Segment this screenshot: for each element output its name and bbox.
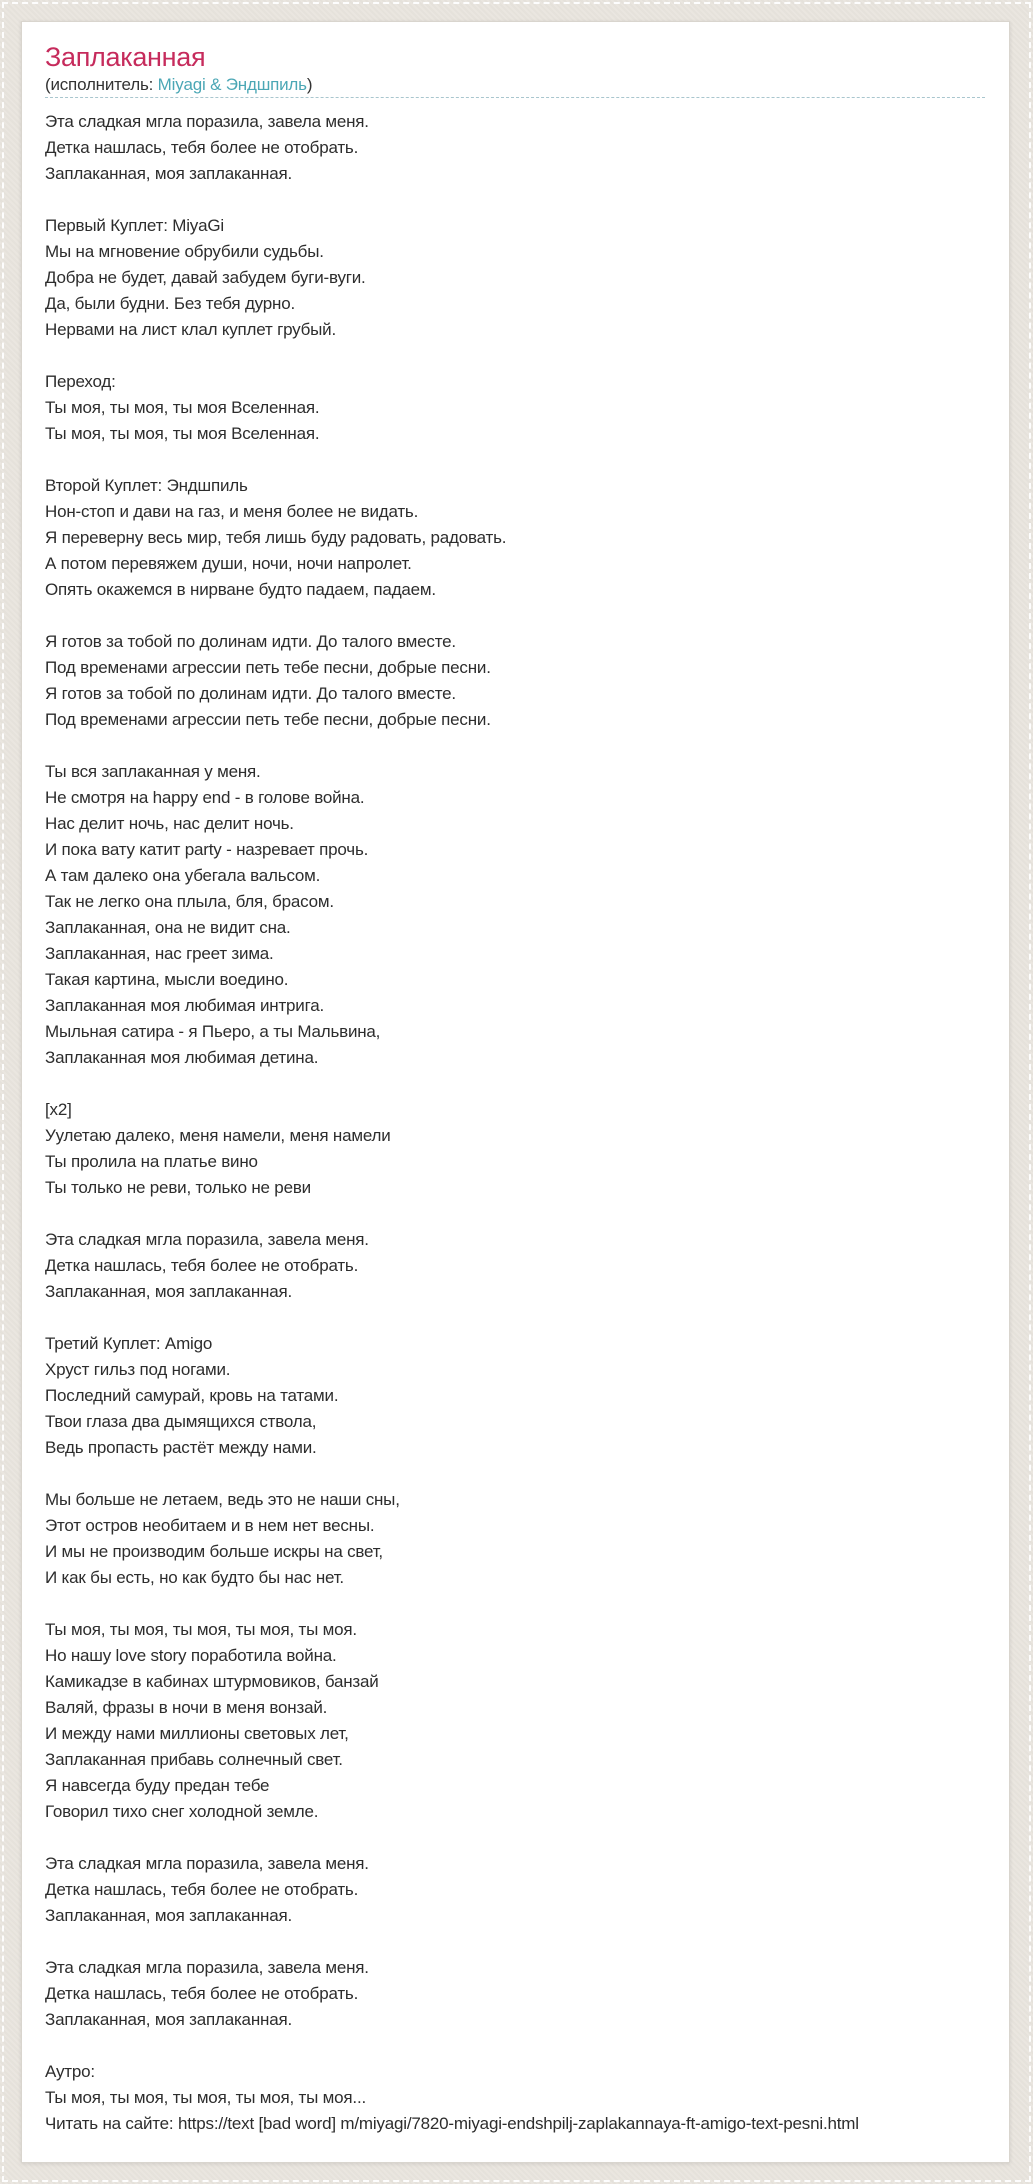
lyric-line: Первый Куплет: MiyaGi bbox=[45, 216, 224, 235]
lyric-line: Ты только не реви, только не реви bbox=[45, 1178, 311, 1197]
lyric-line: Заплаканная моя любимая детина. bbox=[45, 1048, 319, 1067]
lyric-line: Заплаканная, моя заплаканная. bbox=[45, 1282, 292, 1301]
lyric-line: Заплаканная прибавь солнечный свет. bbox=[45, 1750, 343, 1769]
lyric-line: И между нами миллионы световых лет, bbox=[45, 1724, 349, 1743]
lyric-line: Заплаканная, нас греет зима. bbox=[45, 944, 274, 963]
lyrics-stanza bbox=[45, 759, 985, 1071]
lyric-line: Такая картина, мысли воедино. bbox=[45, 970, 289, 989]
lyric-line: Эта сладкая мгла поразила, завела меня. bbox=[45, 1958, 369, 1977]
lyric-line: Камикадзе в кабинах штурмовиков, банзай bbox=[45, 1672, 379, 1691]
lyrics-stanza bbox=[45, 1617, 985, 1825]
lyrics-stanza bbox=[45, 473, 985, 603]
lyrics-stanza bbox=[45, 109, 985, 187]
lyric-line: Говорил тихо снег холодной земле. bbox=[45, 1802, 319, 1821]
lyric-line: Третий Куплет: Amigo bbox=[45, 1334, 213, 1353]
lyrics-stanza bbox=[45, 369, 985, 447]
read-on-site-note: Читать на сайте: https://text [bad word] m/miyagi/7820-miyagi-endshpilj-zaplakannaya-ft-amigo-text-pesni.html bbox=[45, 2114, 859, 2133]
lyric-line: Мы на мгновение обрубили судьбы. bbox=[45, 242, 324, 261]
lyric-line: А потом перевяжем души, ночи, ночи напролет. bbox=[45, 554, 412, 573]
lyric-line: Детка нашлась, тебя более не отобрать. bbox=[45, 138, 359, 157]
lyric-line: Под временами агрессии петь тебе песни, добрые песни. bbox=[45, 658, 491, 677]
lyric-line: Заплаканная, моя заплаканная. bbox=[45, 164, 292, 183]
song-title: Заплаканная bbox=[45, 42, 206, 72]
lyric-line: Уулетаю далеко, меня намели, меня намели bbox=[45, 1126, 391, 1145]
lyric-line: Так не легко она плыла, бля, брасом. bbox=[45, 892, 334, 911]
lyrics-stanza bbox=[45, 1487, 985, 1591]
lyric-line: И пока вату катит party - назревает прочь. bbox=[45, 840, 369, 859]
lyrics-stanza bbox=[45, 1955, 985, 2033]
lyrics-card bbox=[21, 21, 1010, 2163]
lyric-line: Ты моя, ты моя, ты моя, ты моя, ты моя. bbox=[45, 1620, 357, 1639]
lyrics-stanza bbox=[45, 2059, 985, 2111]
lyric-line: Детка нашлась, тебя более не отобрать. bbox=[45, 1256, 359, 1275]
lyric-line: Нон-стоп и дави на газ, и меня более не видать. bbox=[45, 502, 419, 521]
lyric-line: Аутро: bbox=[45, 2062, 95, 2081]
lyric-line: Ты вся заплаканная у меня. bbox=[45, 762, 261, 781]
lyric-line: Под временами агрессии петь тебе песни, добрые песни. bbox=[45, 710, 491, 729]
lyric-line: Второй Куплет: Эндшпиль bbox=[45, 476, 248, 495]
lyrics-stanza bbox=[45, 629, 985, 733]
artist-line bbox=[45, 74, 985, 95]
lyric-line: Эта сладкая мгла поразила, завела меня. bbox=[45, 1854, 369, 1873]
lyric-line: Я переверну весь мир, тебя лишь буду радовать, радовать. bbox=[45, 528, 507, 547]
lyric-line: Ты моя, ты моя, ты моя, ты моя, ты моя... bbox=[45, 2088, 366, 2107]
lyric-line: [x2] bbox=[45, 1100, 72, 1119]
lyric-line: Добра не будет, давай забудем буги-вуги. bbox=[45, 268, 366, 287]
lyric-line: Ты моя, ты моя, ты моя Вселенная. bbox=[45, 398, 320, 417]
lyric-line: Не смотря на happy end - в голове война. bbox=[45, 788, 365, 807]
lyric-line: Заплаканная моя любимая интрига. bbox=[45, 996, 324, 1015]
lyric-line: Хруст гильз под ногами. bbox=[45, 1360, 231, 1379]
lyric-line: Заплаканная, моя заплаканная. bbox=[45, 1906, 292, 1925]
lyric-line: Нас делит ночь, нас делит ночь. bbox=[45, 814, 294, 833]
lyric-line: А там далеко она убегала вальсом. bbox=[45, 866, 321, 885]
lyric-line: Ты моя, ты моя, ты моя Вселенная. bbox=[45, 424, 320, 443]
artist-link[interactable]: Miyagi & Эндшпиль bbox=[157, 75, 307, 94]
lyric-line: Заплаканная, моя заплаканная. bbox=[45, 2010, 292, 2029]
lyrics-stanza bbox=[45, 1851, 985, 1929]
lyric-line: Опять окажемся в нирване будто падаем, падаем. bbox=[45, 580, 436, 599]
artist-suffix-label: ) bbox=[306, 75, 313, 94]
artist-prefix-label: (исполнитель: bbox=[45, 75, 158, 94]
lyrics-stanza bbox=[45, 1331, 985, 1461]
lyric-line: Да, были будни. Без тебя дурно. bbox=[45, 294, 296, 313]
lyric-line: Эта сладкая мгла поразила, завела меня. bbox=[45, 112, 369, 131]
lyric-line: Но нашу love story поработила война. bbox=[45, 1646, 337, 1665]
lyric-line: Заплаканная, она не видит сна. bbox=[45, 918, 291, 937]
lyric-line: Ты пролила на платье вино bbox=[45, 1152, 258, 1171]
lyrics-text bbox=[45, 109, 985, 2111]
lyric-line: Я готов за тобой по долинам идти. До талого вместе. bbox=[45, 684, 456, 703]
lyrics-stanza bbox=[45, 213, 985, 343]
lyrics-stanza bbox=[45, 1097, 985, 1201]
lyric-line: Эта сладкая мгла поразила, завела меня. bbox=[45, 1230, 369, 1249]
lyric-line: Твои глаза два дымящихся ствола, bbox=[45, 1412, 317, 1431]
lyrics-stanza bbox=[45, 1227, 985, 1305]
lyric-line: Детка нашлась, тебя более не отобрать. bbox=[45, 1984, 359, 2003]
lyric-line: Валяй, фразы в ночи в меня вонзай. bbox=[45, 1698, 328, 1717]
lyric-line: Ведь пропасть растёт между нами. bbox=[45, 1438, 317, 1457]
lyric-line: И как бы есть, но как будто бы нас нет. bbox=[45, 1568, 344, 1587]
lyric-line: Я готов за тобой по долинам идти. До талого вместе. bbox=[45, 632, 456, 651]
lyric-line: Я навсегда буду предан тебе bbox=[45, 1776, 270, 1795]
lyric-line: Последний самурай, кровь на татами. bbox=[45, 1386, 339, 1405]
lyric-line: Этот остров необитаем и в нем нет весны. bbox=[45, 1516, 375, 1535]
lyric-line: Детка нашлась, тебя более не отобрать. bbox=[45, 1880, 359, 1899]
lyric-line: Нервами на лист клал куплет грубый. bbox=[45, 320, 337, 339]
lyric-line: Переход: bbox=[45, 372, 116, 391]
dashed-separator bbox=[45, 97, 985, 98]
lyric-line: Мы больше не летаем, ведь это не наши сны, bbox=[45, 1490, 400, 1509]
lyric-line: И мы не производим больше искры на свет, bbox=[45, 1542, 383, 1561]
lyric-line: Мыльная сатира - я Пьеро, а ты Мальвина, bbox=[45, 1022, 381, 1041]
